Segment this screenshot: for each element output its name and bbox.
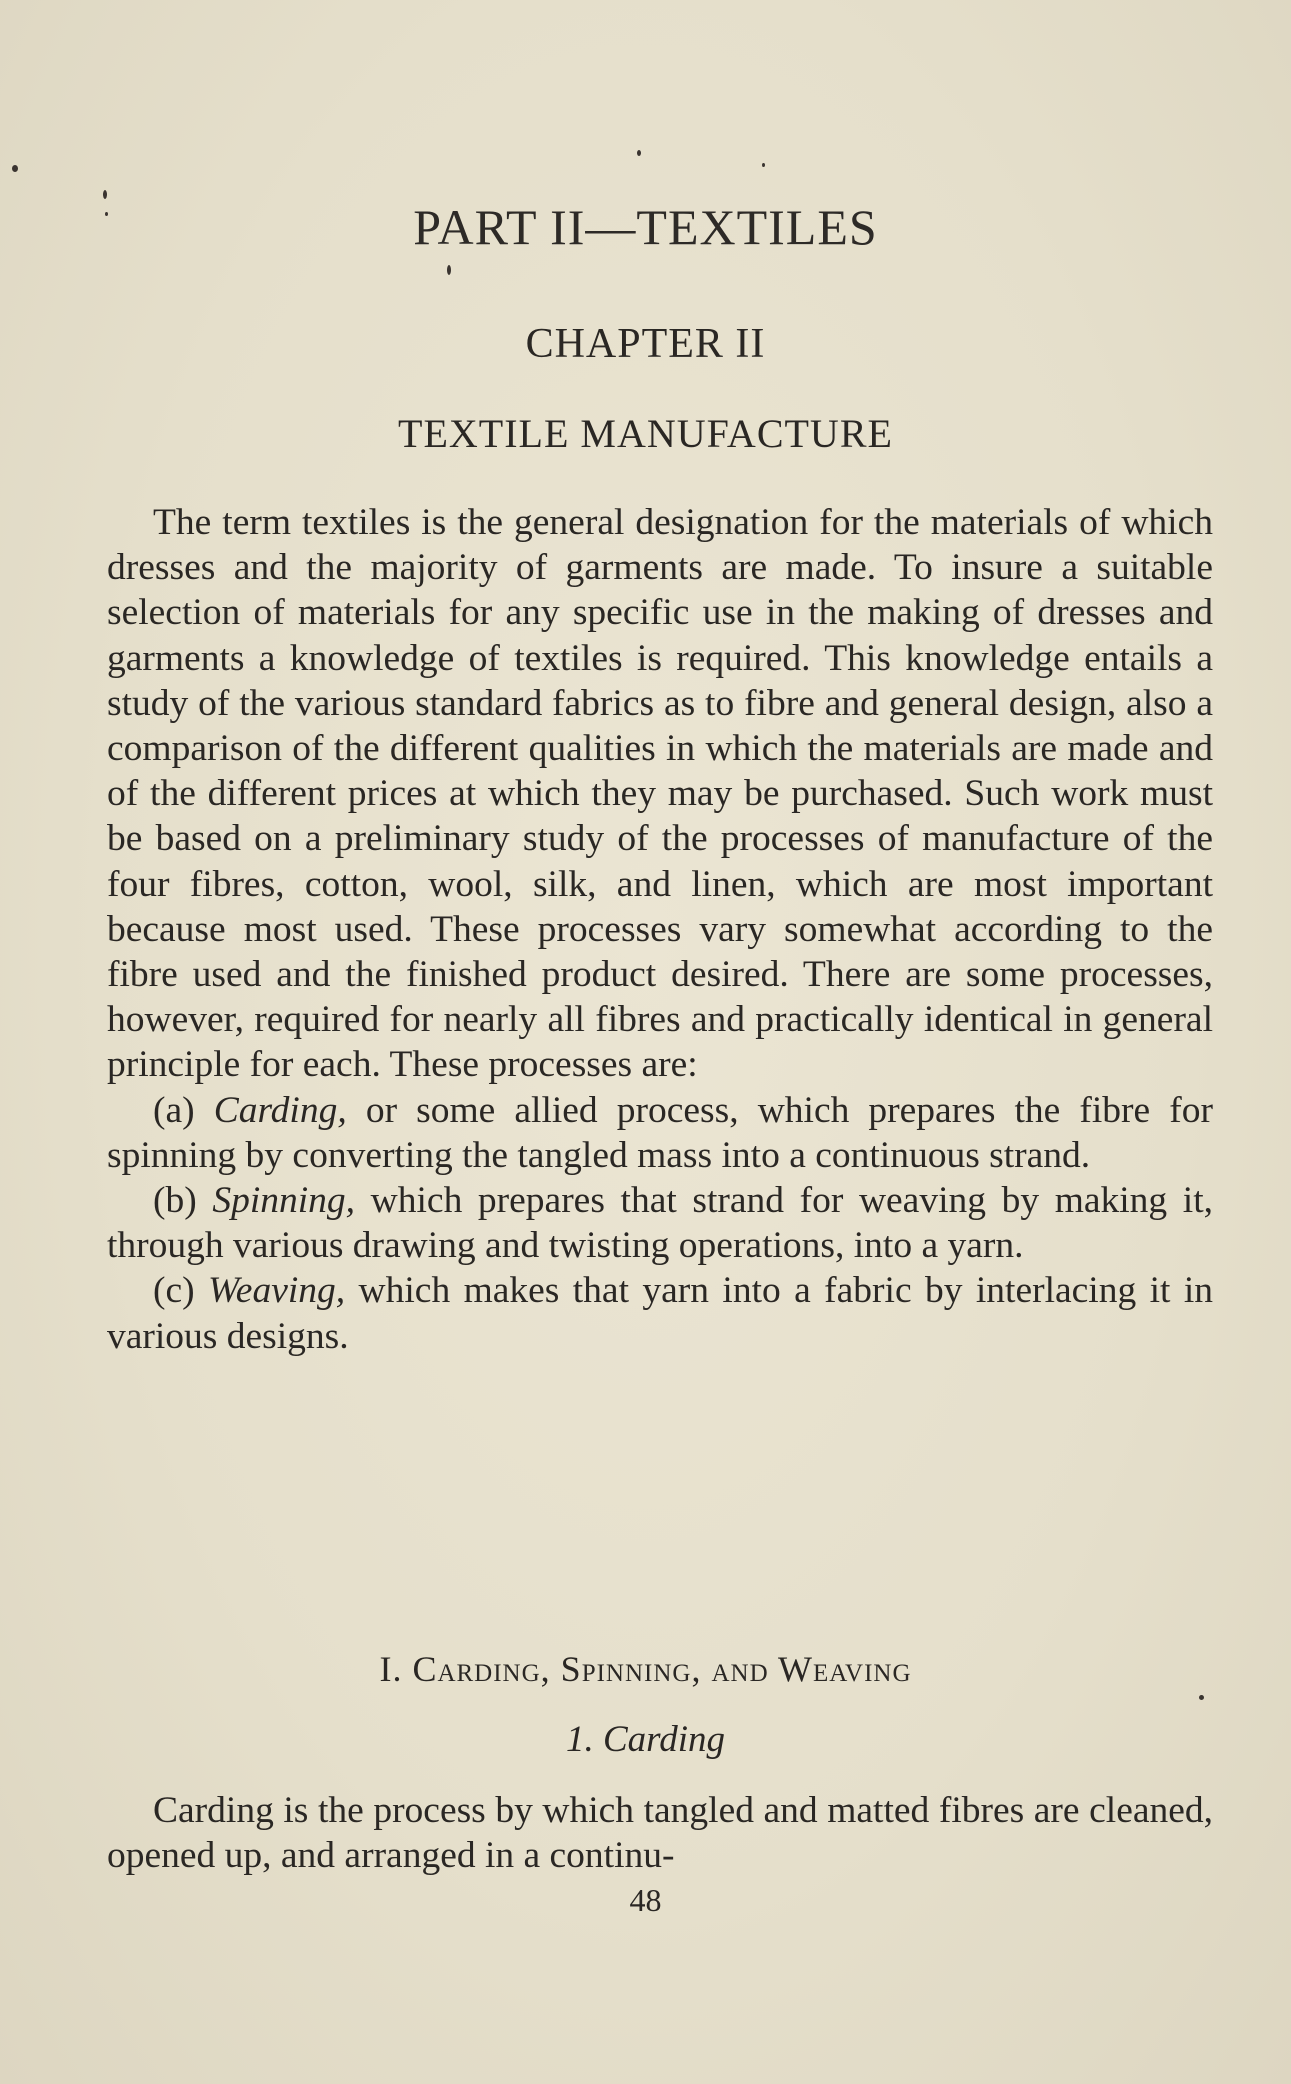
paper-speck <box>762 163 765 167</box>
list-label-c: (c) <box>153 1270 195 1312</box>
paper-speck <box>12 165 18 172</box>
page-number: 48 <box>629 1882 662 1918</box>
paper-speck <box>637 150 641 156</box>
list-label-b: (b) <box>153 1180 197 1222</box>
list-item-c <box>107 1268 1213 1358</box>
subsection-heading: 1. Carding <box>566 1719 725 1760</box>
list-term-a: Carding, <box>213 1089 347 1131</box>
list-item-a <box>107 1088 1213 1178</box>
chapter-number: CHAPTER II <box>525 321 766 367</box>
carding-text <box>107 1788 1213 1878</box>
list-text-b: which prepares that strand for weaving by making it, through various drawing and twisting operations, into a yarn. <box>107 1180 1214 1267</box>
list-term-c: Weaving, <box>208 1270 346 1312</box>
carding-paragraph: Carding is the process by which tangled and matted fibres are cleaned, opened up, and arranged in a continu- <box>107 1790 1213 1877</box>
chapter-title: TEXTILE MANUFACTURE <box>398 411 893 456</box>
list-term-b: Spinning, <box>212 1180 356 1222</box>
section-heading: I. Carding, Spinning, and Weaving <box>379 1649 912 1689</box>
paper-speck <box>1199 1695 1204 1700</box>
list-label-a: (a) <box>153 1089 195 1131</box>
list-text-a: or some allied process, which prepares the fibre for spinning by converting the tangled mass into a continuous strand. <box>107 1089 1214 1176</box>
list-text-c: which makes that yarn into a fabric by interlacing it in various designs. <box>107 1270 1214 1357</box>
paper-speck <box>447 265 451 275</box>
list-item-b <box>107 1178 1213 1268</box>
part-title: PART II—TEXTILES <box>413 199 878 255</box>
body-text <box>107 500 1213 1359</box>
intro-paragraph: The term textiles is the general designation for the materials of which dresses and the majority of garments are made. To insure a suitable selection of materials for any specific use in the making of dresses and garments a knowledge of textiles is required. This knowledge entails a study of the various standard fabrics as to fibre and general design, also a comparison of the different qualities in which the materials are made and of the different prices at which they may be purchased. Such work must be based on a preliminary study of the processes of manufacture of the four fibres, cotton, wool, silk, and linen, which are most important because most used. These processes vary somewhat according to the fibre used and the finished product desired. There are some processes, however, required for nearly all fibres and practically identical in general principle for each. These processes are: <box>107 502 1213 1086</box>
